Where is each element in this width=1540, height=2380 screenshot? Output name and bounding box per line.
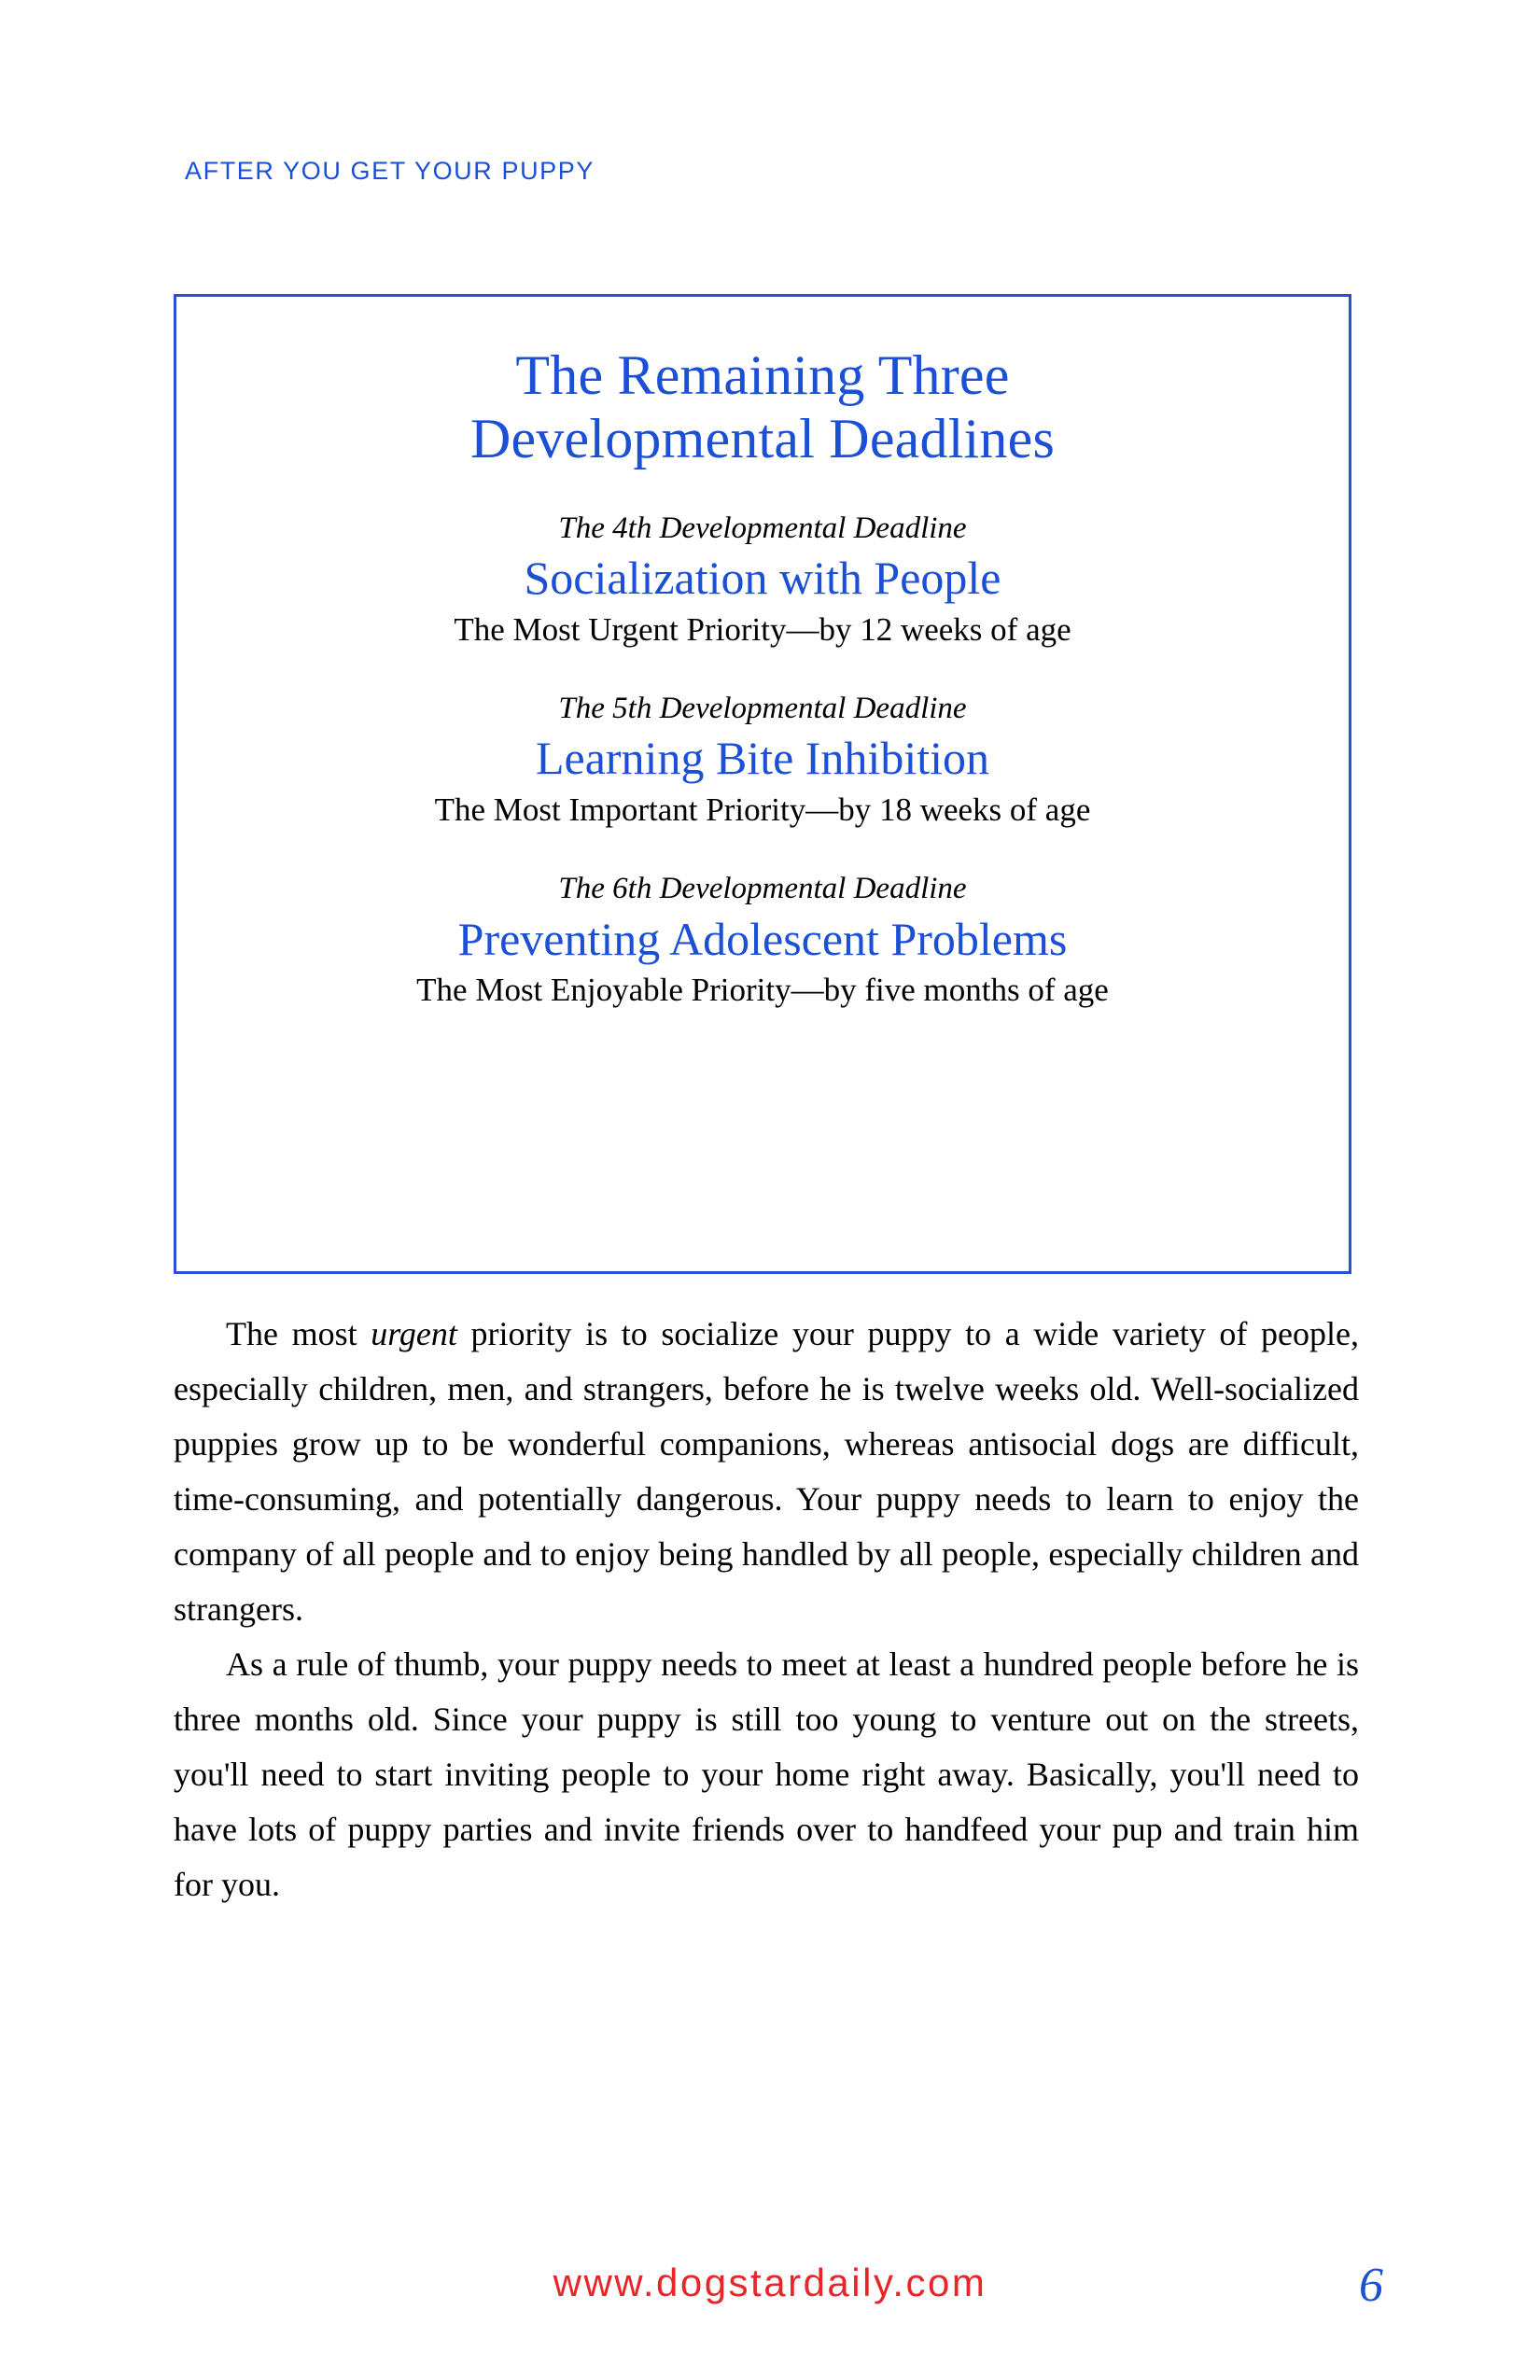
deadline-kicker: The 4th Developmental Deadline [558,511,967,545]
deadline-entry [176,511,1349,650]
page-number: 6 [1359,2259,1383,2312]
footer-website-url[interactable]: www.dogstardaily.com [553,2261,987,2304]
callout-title-line2: Developmental Deadlines [469,408,1056,470]
deadline-subtitle: The Most Urgent Priority—by 12 weeks of age [454,610,1071,648]
deadline-kicker: The 6th Developmental Deadline [558,871,967,905]
paragraph-1-part2: priority is to socialize your puppy to a wide variety of people, especially children, men, and strangers, before he is twelve weeks old. Well-socialized puppies grow up to be wonderful companions, whereas antisocial dogs are difficult, time-consuming, and potentially dangerous. Your puppy needs to learn to enjoy the company of all people and to enjoy being handled by all people, especially children and strangers. [174,1315,1359,1629]
paragraph-2: As a rule of thumb, your puppy needs to meet at least a hundred people before he is three months old. Since your puppy is still too young to venture out on the streets, you'll need to start inviting people to your home right away. Basically, you'll need to have lots of puppy parties and invite friends over to handfeed your pup and train him for you. [174,1645,1359,1904]
paragraph-1 [174,1307,1359,1637]
deadline-heading: Socialization with People [524,552,1001,605]
deadline-entry [176,871,1349,1010]
callout-title [176,343,1349,471]
deadline-kicker: The 5th Developmental Deadline [558,691,967,725]
deadline-heading: Learning Bite Inhibition [535,732,989,785]
callout-title-line1: The Remaining Three [515,344,1010,406]
paragraph-1-emphasis: urgent [371,1315,457,1352]
callout-box [174,294,1351,1274]
body-copy [174,1307,1359,1912]
running-head: AFTER YOU GET YOUR PUPPY [185,157,595,185]
deadline-heading: Preventing Adolescent Problems [457,912,1068,965]
deadline-subtitle: The Most Important Priority—by 18 weeks of age [434,791,1091,828]
paragraph-1-part1: The most [226,1315,371,1352]
callout-box-content [176,297,1349,1010]
deadline-subtitle: The Most Enjoyable Priority—by five months of age [416,972,1109,1009]
deadline-entry [176,691,1349,830]
